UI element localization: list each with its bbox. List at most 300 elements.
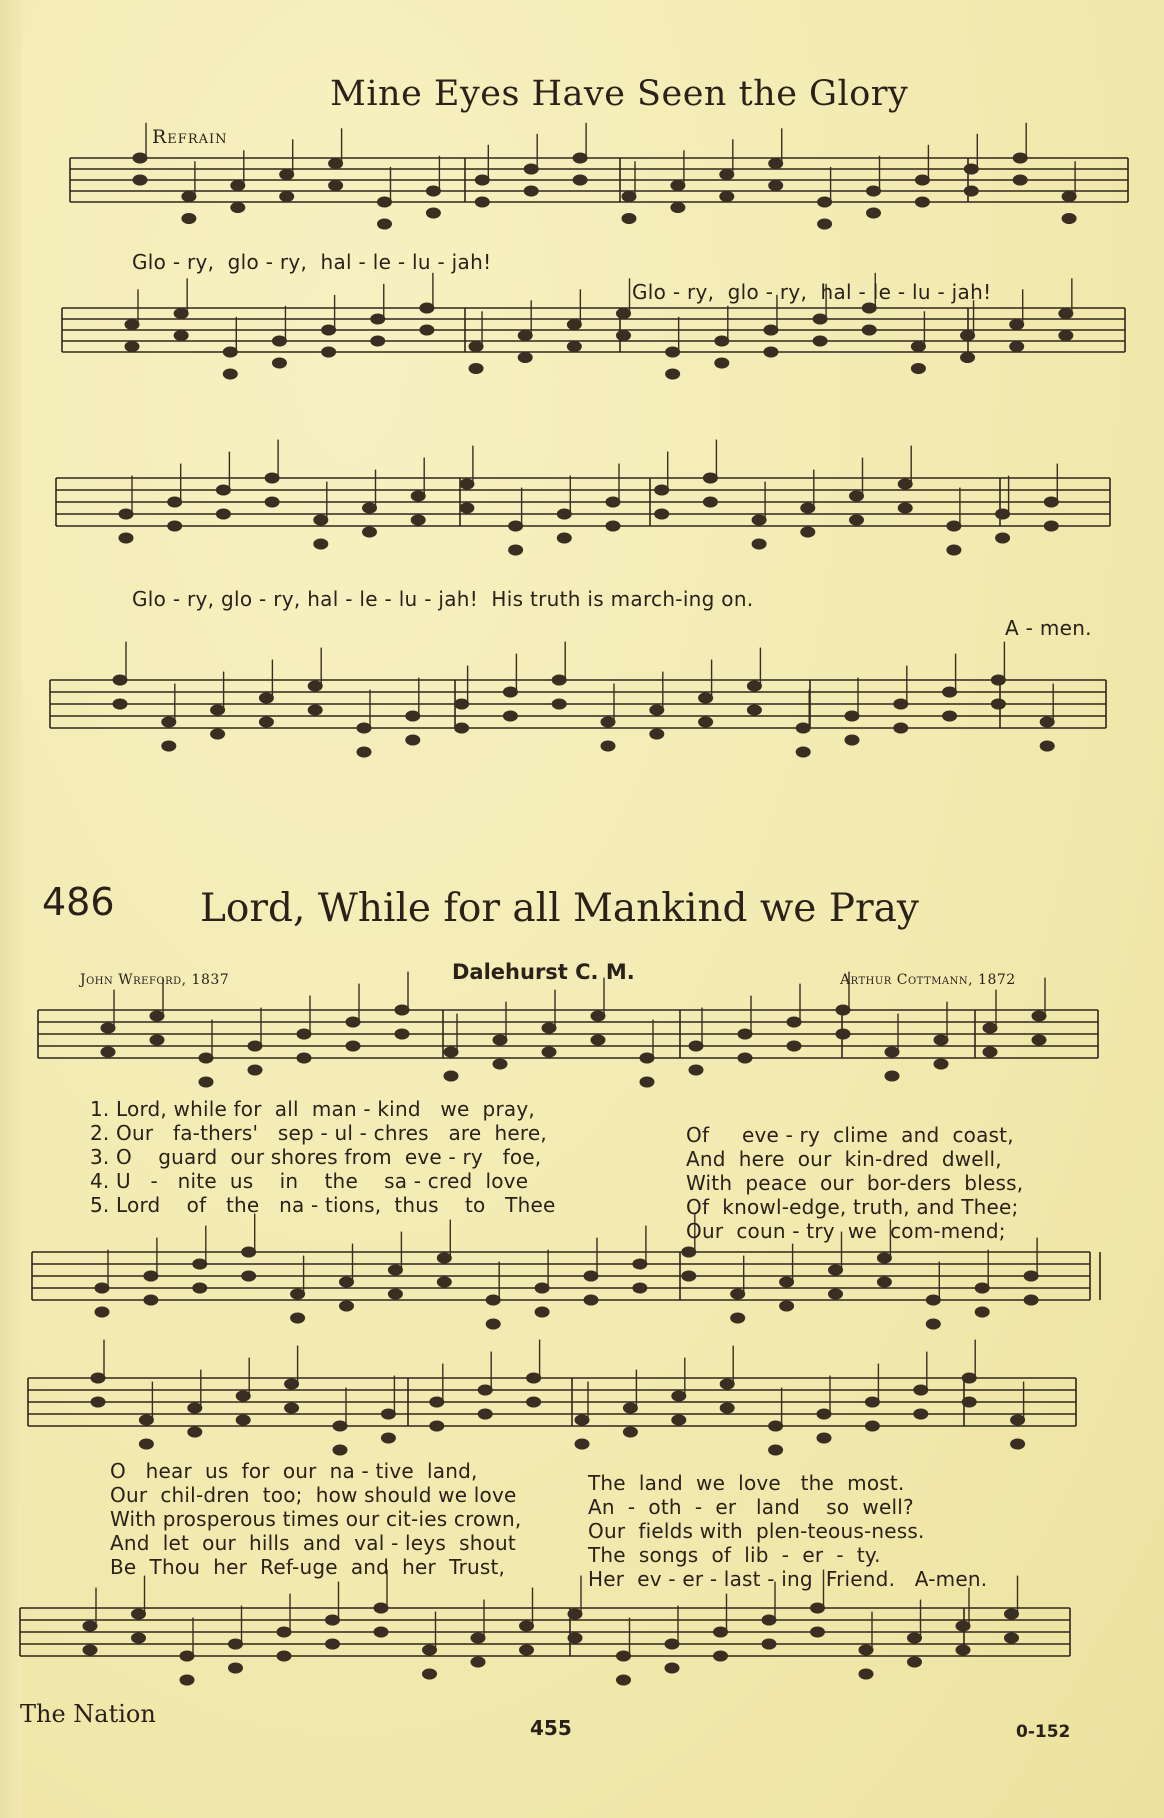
notehead — [813, 336, 827, 346]
notehead — [703, 497, 717, 507]
notehead — [1005, 1609, 1019, 1619]
notehead — [962, 1397, 976, 1407]
notehead — [996, 533, 1010, 543]
notehead — [381, 1409, 395, 1419]
notehead — [444, 1071, 458, 1081]
notehead — [894, 723, 908, 733]
notehead — [455, 699, 469, 709]
notehead — [259, 717, 273, 727]
notehead — [216, 485, 230, 495]
notehead — [150, 1035, 164, 1045]
notehead — [885, 1047, 899, 1057]
notehead — [623, 1403, 637, 1413]
notehead — [475, 197, 489, 207]
notehead — [168, 521, 182, 531]
notehead — [248, 1041, 262, 1051]
notehead — [787, 1017, 801, 1027]
notehead — [1040, 741, 1054, 751]
notehead — [229, 1639, 243, 1649]
notehead — [811, 1603, 825, 1613]
notehead — [113, 699, 127, 709]
notehead — [650, 705, 664, 715]
notehead — [956, 1645, 970, 1655]
notehead — [665, 1639, 679, 1649]
notehead — [430, 1397, 444, 1407]
notehead — [591, 1011, 605, 1021]
notehead — [291, 1313, 305, 1323]
notehead — [567, 342, 581, 352]
notehead — [1032, 1035, 1046, 1045]
notehead — [1032, 1011, 1046, 1021]
notehead — [829, 1289, 843, 1299]
page-number: 455 — [530, 1716, 572, 1740]
notehead — [738, 1053, 752, 1063]
notehead — [188, 1403, 202, 1413]
verse-3a: 3. O guard our shores from eve - ry foe, — [90, 1145, 542, 1169]
notehead — [655, 485, 669, 495]
notehead — [720, 192, 734, 202]
verse-5b: Our coun - try we com-mend; — [686, 1219, 1006, 1243]
notehead — [666, 347, 680, 357]
notehead — [914, 1409, 928, 1419]
notehead — [180, 1675, 194, 1685]
notehead — [865, 1397, 879, 1407]
notehead — [322, 325, 336, 335]
notehead — [378, 197, 392, 207]
notehead — [199, 1077, 213, 1087]
notehead — [308, 705, 322, 715]
notehead — [518, 331, 532, 341]
verse-4d: The songs of lib - er - ty. — [588, 1543, 881, 1567]
notehead — [964, 164, 978, 174]
notehead — [552, 675, 566, 685]
notehead — [374, 1603, 388, 1613]
notehead — [314, 515, 328, 525]
notehead — [747, 681, 761, 691]
notehead — [1013, 153, 1027, 163]
notehead — [552, 699, 566, 709]
notehead — [322, 347, 336, 357]
notehead — [817, 1409, 831, 1419]
notehead — [850, 515, 864, 525]
notehead — [1024, 1271, 1038, 1281]
notehead — [557, 509, 571, 519]
notehead — [862, 303, 876, 313]
notehead — [423, 1669, 437, 1679]
notehead — [747, 705, 761, 715]
notehead — [567, 320, 581, 330]
notehead — [764, 325, 778, 335]
notehead — [420, 303, 434, 313]
notehead — [703, 473, 717, 483]
notehead — [285, 1403, 299, 1413]
notehead — [622, 192, 636, 202]
notehead — [340, 1277, 354, 1287]
notehead — [509, 521, 523, 531]
notehead — [672, 1391, 686, 1401]
notehead — [542, 1023, 556, 1033]
notehead — [908, 1633, 922, 1643]
notehead — [524, 186, 538, 196]
notehead — [139, 1415, 153, 1425]
notehead — [223, 347, 237, 357]
notehead — [665, 1663, 679, 1673]
notehead — [956, 1621, 970, 1631]
notehead — [242, 1247, 256, 1257]
notehead — [535, 1283, 549, 1293]
notehead — [943, 711, 957, 721]
notehead — [1044, 497, 1058, 507]
notehead — [395, 1029, 409, 1039]
notehead — [259, 693, 273, 703]
notehead — [242, 1271, 256, 1281]
notehead — [573, 153, 587, 163]
notehead — [633, 1259, 647, 1269]
notehead — [381, 1433, 395, 1443]
notehead — [285, 1379, 299, 1389]
notehead — [689, 1041, 703, 1051]
notehead — [411, 491, 425, 501]
notehead — [132, 1633, 146, 1643]
verse-1b: Of eve - ry clime and coast, — [686, 1123, 1014, 1147]
notehead — [280, 192, 294, 202]
notehead — [557, 533, 571, 543]
notehead — [272, 358, 286, 368]
notehead — [95, 1307, 109, 1317]
notehead — [769, 181, 783, 191]
notehead — [964, 186, 978, 196]
notehead — [769, 1445, 783, 1455]
notehead — [1062, 192, 1076, 202]
notehead — [520, 1645, 534, 1655]
refrain-label: Refrain — [152, 126, 228, 148]
notehead — [542, 1047, 556, 1057]
notehead — [991, 675, 1005, 685]
notehead — [216, 509, 230, 519]
notehead — [280, 170, 294, 180]
notehead — [699, 693, 713, 703]
notehead — [715, 336, 729, 346]
notehead — [752, 539, 766, 549]
notehead — [1005, 1633, 1019, 1643]
notehead — [144, 1295, 158, 1305]
notehead — [168, 497, 182, 507]
notehead — [95, 1283, 109, 1293]
notehead — [898, 479, 912, 489]
notehead — [862, 325, 876, 335]
notehead — [133, 175, 147, 185]
verse-2b: And here our kin-dred dwell, — [686, 1147, 1002, 1171]
notehead — [469, 342, 483, 352]
notehead — [83, 1645, 97, 1655]
notehead — [231, 181, 245, 191]
notehead — [180, 1651, 194, 1661]
notehead — [845, 711, 859, 721]
notehead — [622, 214, 636, 224]
notehead — [961, 331, 975, 341]
notehead — [426, 186, 440, 196]
notehead — [363, 527, 377, 537]
notehead — [991, 699, 1005, 709]
verse-4b: Of knowl-edge, truth, and Thee; — [686, 1195, 1019, 1219]
notehead — [961, 353, 975, 363]
notehead — [193, 1259, 207, 1269]
notehead — [671, 181, 685, 191]
notehead — [752, 515, 766, 525]
notehead — [885, 1071, 899, 1081]
notehead — [125, 320, 139, 330]
notehead — [947, 545, 961, 555]
verse-2d: An - oth - er land so well? — [588, 1495, 914, 1519]
notehead — [444, 1047, 458, 1057]
notehead — [915, 175, 929, 185]
notehead — [119, 533, 133, 543]
notehead — [182, 192, 196, 202]
notehead — [811, 1627, 825, 1637]
notehead — [91, 1397, 105, 1407]
notehead — [720, 1379, 734, 1389]
notehead — [996, 509, 1010, 519]
notehead — [787, 1041, 801, 1051]
hymn-1-lyric-line-2: Glo - ry, glo - ry, hal - le - lu - jah! — [632, 280, 992, 304]
notehead — [101, 1023, 115, 1033]
notehead — [527, 1397, 541, 1407]
notehead — [248, 1065, 262, 1075]
notehead — [493, 1059, 507, 1069]
notehead — [125, 342, 139, 352]
notehead — [813, 314, 827, 324]
notehead — [1059, 331, 1073, 341]
notehead — [731, 1289, 745, 1299]
notehead — [162, 717, 176, 727]
notehead — [460, 503, 474, 513]
notehead — [720, 1403, 734, 1413]
notehead — [867, 186, 881, 196]
notehead — [357, 723, 371, 733]
notehead — [211, 729, 225, 739]
notehead — [265, 497, 279, 507]
notehead — [193, 1283, 207, 1293]
notehead — [714, 1627, 728, 1637]
notehead — [486, 1319, 500, 1329]
notehead — [908, 1657, 922, 1667]
notehead — [1010, 320, 1024, 330]
notehead — [471, 1657, 485, 1667]
notehead — [943, 687, 957, 697]
notehead — [947, 521, 961, 531]
notehead — [640, 1053, 654, 1063]
notehead — [650, 729, 664, 739]
notehead — [829, 1265, 843, 1275]
notehead — [769, 1421, 783, 1431]
notehead — [144, 1271, 158, 1281]
section-label: The Nation — [20, 1700, 156, 1728]
notehead — [801, 503, 815, 513]
notehead — [326, 1639, 340, 1649]
notehead — [518, 353, 532, 363]
notehead — [430, 1421, 444, 1431]
notehead — [617, 1651, 631, 1661]
notehead — [666, 369, 680, 379]
notehead — [426, 208, 440, 218]
hymn-number: 486 — [42, 880, 115, 924]
notehead — [780, 1277, 794, 1287]
notehead — [388, 1289, 402, 1299]
notehead — [926, 1319, 940, 1329]
notehead — [699, 717, 713, 727]
notehead — [738, 1029, 752, 1039]
notehead — [478, 1409, 492, 1419]
notehead — [934, 1035, 948, 1045]
notehead — [297, 1053, 311, 1063]
notehead — [363, 503, 377, 513]
notehead — [229, 1663, 243, 1673]
notehead — [83, 1621, 97, 1631]
notehead — [333, 1421, 347, 1431]
notehead — [133, 153, 147, 163]
notehead — [836, 1029, 850, 1039]
notehead — [769, 159, 783, 169]
notehead — [682, 1247, 696, 1257]
verse-5c: Be Thou her Ref-uge and her Trust, — [110, 1555, 506, 1579]
notehead — [926, 1295, 940, 1305]
notehead — [617, 1675, 631, 1685]
notehead — [478, 1385, 492, 1395]
notehead — [231, 203, 245, 213]
hymn-1-lyric-line-3: Glo - ry, glo - ry, hal - le - lu - jah! His truth is march-ing on. — [132, 587, 754, 611]
notehead — [182, 214, 196, 224]
notehead — [329, 181, 343, 191]
notehead — [983, 1047, 997, 1057]
verse-5a: 5. Lord of the na - tions, thus to Thee — [90, 1193, 556, 1217]
notehead — [640, 1077, 654, 1087]
notehead — [329, 159, 343, 169]
notehead — [762, 1639, 776, 1649]
notehead — [764, 347, 778, 357]
notehead — [1010, 342, 1024, 352]
notehead — [236, 1415, 250, 1425]
notehead — [162, 741, 176, 751]
notehead — [1044, 521, 1058, 531]
notehead — [575, 1415, 589, 1425]
hymn-1-lyric-amen: A - men. — [1005, 616, 1092, 640]
notehead — [406, 711, 420, 721]
notehead — [503, 687, 517, 697]
notehead — [877, 1253, 891, 1263]
notehead — [395, 1005, 409, 1015]
notehead — [867, 208, 881, 218]
notehead — [223, 369, 237, 379]
notehead — [817, 1433, 831, 1443]
notehead — [1011, 1439, 1025, 1449]
notehead — [1013, 175, 1027, 185]
notehead — [291, 1289, 305, 1299]
composer-credit: Arthur Cottmann, 1872 — [840, 972, 1016, 988]
notehead — [188, 1427, 202, 1437]
verse-3c: With prosperous times our cit-ies crown, — [110, 1507, 522, 1531]
notehead — [236, 1391, 250, 1401]
notehead — [762, 1615, 776, 1625]
notehead — [346, 1017, 360, 1027]
notehead — [633, 1283, 647, 1293]
hymn-2-title: Lord, While for all Mankind we Pray — [200, 886, 919, 931]
notehead — [850, 491, 864, 501]
notehead — [617, 331, 631, 341]
verse-3d: Our fields with plen-teous-ness. — [588, 1519, 925, 1543]
notehead — [1011, 1415, 1025, 1425]
notehead — [911, 342, 925, 352]
notehead — [859, 1669, 873, 1679]
notehead — [601, 741, 615, 751]
notehead — [584, 1295, 598, 1305]
verse-4c: And let our hills and val - leys shout — [110, 1531, 516, 1555]
notehead — [914, 1385, 928, 1395]
tune-name: Dalehurst C. M. — [452, 960, 635, 984]
notehead — [865, 1421, 879, 1431]
verse-2a: 2. Our fa-thers' sep - ul - chres are here, — [90, 1121, 547, 1145]
notehead — [623, 1427, 637, 1437]
notehead — [150, 1011, 164, 1021]
notehead — [975, 1307, 989, 1317]
notehead — [915, 197, 929, 207]
notehead — [818, 219, 832, 229]
notehead — [486, 1295, 500, 1305]
notehead — [715, 358, 729, 368]
notehead — [898, 503, 912, 513]
notehead — [606, 521, 620, 531]
notehead — [780, 1301, 794, 1311]
notehead — [527, 1373, 541, 1383]
notehead — [174, 309, 188, 319]
notehead — [575, 1439, 589, 1449]
notehead — [346, 1041, 360, 1051]
notehead — [975, 1283, 989, 1293]
notehead — [493, 1035, 507, 1045]
notehead — [584, 1271, 598, 1281]
notehead — [199, 1053, 213, 1063]
notehead — [509, 545, 523, 555]
notehead — [845, 735, 859, 745]
notehead — [113, 675, 127, 685]
notehead — [689, 1065, 703, 1075]
notehead — [818, 197, 832, 207]
notehead — [796, 747, 810, 757]
notehead — [520, 1621, 534, 1631]
notehead — [606, 497, 620, 507]
notehead — [423, 1645, 437, 1655]
notehead — [437, 1277, 451, 1287]
author-credit: John Wreford, 1837 — [80, 972, 230, 988]
notehead — [568, 1609, 582, 1619]
verse-3b: With peace our bor-ders bless, — [686, 1171, 1024, 1195]
notehead — [655, 509, 669, 519]
notehead — [174, 331, 188, 341]
notehead — [503, 711, 517, 721]
notehead — [934, 1059, 948, 1069]
notehead — [801, 527, 815, 537]
verse-1d: The land we love the most. — [588, 1471, 905, 1495]
notehead — [378, 219, 392, 229]
notehead — [962, 1373, 976, 1383]
notehead — [406, 735, 420, 745]
notehead — [573, 175, 587, 185]
verse-1a: 1. Lord, while for all man - kind we pray, — [90, 1097, 535, 1121]
notehead — [877, 1277, 891, 1287]
notehead — [91, 1373, 105, 1383]
notehead — [388, 1265, 402, 1275]
verse-1c: O hear us for our na - tive land, — [110, 1459, 478, 1483]
notehead — [568, 1633, 582, 1643]
